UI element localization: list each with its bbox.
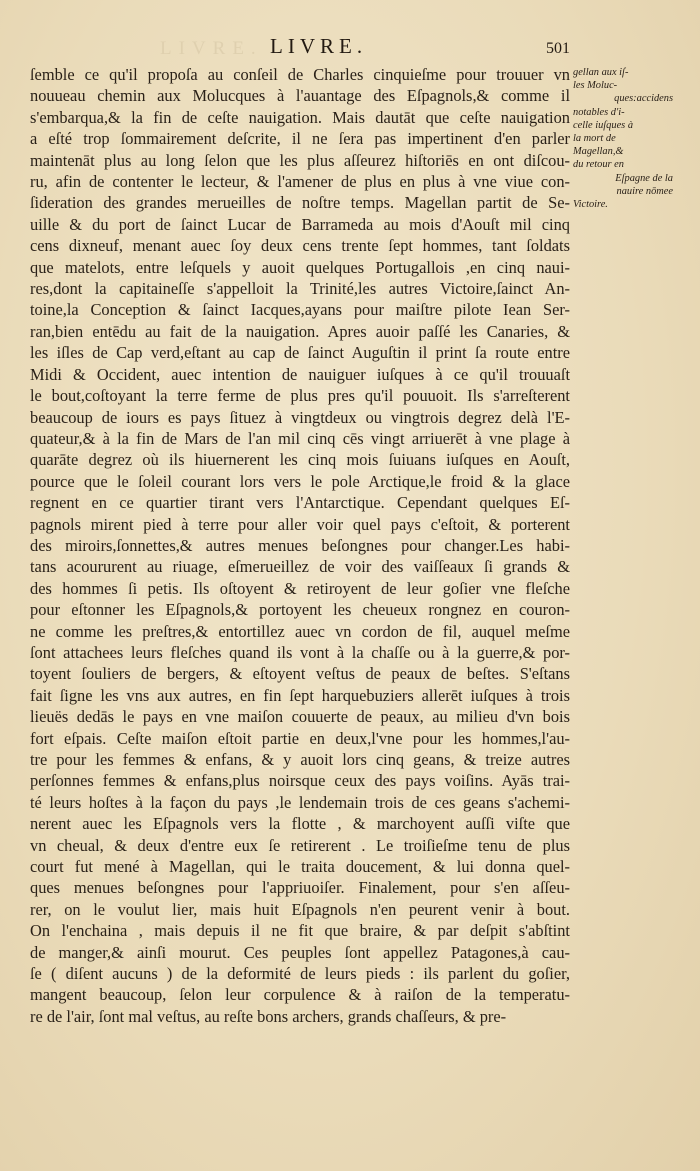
bleed-through-heading: LIVRE. (160, 38, 263, 59)
marginal-note-line: celle iuſques à (573, 119, 634, 131)
marginal-note-line: la mort de (573, 133, 616, 145)
text-line: quateur,& à la fin de Mars de l'an mil cinq cēs vingt arriuerēt à vne plage à (30, 428, 570, 448)
text-line: perſonnes femmes & enfans,plus noirsque ceux des pays voiſins. Ayās trai- (30, 771, 570, 791)
text-line: pource que le ſoleil courant lors vers le pole Arctique,le froid & la glace (30, 471, 570, 491)
marginal-note-line: Victoire. (573, 199, 608, 211)
text-line: maintenāt plus au long ſelon que les plus aſſeurez hiſtoriēs en ont diſcou- (30, 150, 570, 170)
marginal-note-line: gellan aux iſ- (573, 67, 629, 78)
marginal-note-line: ques:accidens (614, 93, 673, 105)
text-line: nerent auec les Eſpagnols vers la flotte , & marchoyent auſſi viſte que (30, 814, 570, 834)
text-line: de manger,& ainſi mourut. Ces peuples ſont appellez Patagones,à cau- (30, 942, 570, 962)
text-line: des hommes ſi petis. Ils oſtoyent & retiroyent de leur goſier vne fleſche (30, 578, 570, 598)
text-line: regnent en ce quartier tirant vers l'Antarctique. Cependant quelques Eſ- (30, 493, 570, 513)
text-line: que matelots, entre leſquels y auoit quelques Portugallois ,en cinq naui- (30, 257, 570, 277)
text-line: court fut mené à Magellan, qui le traita doucement, & lui donna quel- (30, 857, 570, 877)
body-text (30, 64, 570, 1027)
text-line: Midi & Occident, auec intention de nauiguer iuſques à ce qu'il trouuaſt (30, 364, 570, 384)
marginal-note-line: Magellan,& (573, 146, 624, 158)
running-head: LIVRE. (270, 34, 368, 58)
text-line: res,dont la capitaineſſe s'appelloit la Trinité,les autres Victoire,ſainct An- (30, 279, 570, 299)
text-line: les iſles de Cap verd,eſtant au cap de ſainct Auguſtin il print ſa route entre (30, 343, 570, 363)
text-line: nouueau chemin aux Molucques à l'auantage des Eſpagnols,& comme il (30, 86, 570, 106)
text-line: tre pour les femmes & enfans, & y auoit lors cinq geans, & treize autres (30, 750, 570, 769)
text-line: a eſté trop ſommairement deſcrite, il ne ſera pas impertinent d'en parler (30, 129, 570, 149)
marginal-note-line: du retour en (573, 159, 624, 171)
text-line: ſemble ce qu'il propoſa au conſeil de Charles cinquieſme pour trouuer vn (30, 65, 570, 84)
marginal-note (573, 66, 673, 211)
text-line: fait ſigne les vns aux autres, en fin ſept harquebuziers allerēt iuſques à trois (30, 685, 570, 705)
marginal-note-line: les Moluc- (573, 80, 618, 92)
text-line: ſe ( diſent aucuns ) de la deformité de leurs pieds : ils parlent du goſier, (30, 964, 570, 984)
text-line: pour eſtonner les Eſpagnols,& portoyent les cheueux rongnez en couron- (30, 600, 570, 620)
text-line: cens dixneuf, menant auec ſoy deux cens trente ſept hommes, tant ſoldats (30, 236, 570, 256)
text-line: fort eſpais. Ceſte maiſon eſtoit partie en deux,l'vne pour les hommes,l'au- (30, 728, 570, 748)
text-line: quarāte degrez où ils hiuernerent les cinq mois ſuiuans iuſques en Aouſt, (30, 450, 570, 470)
text-line: pagnols mirent pied à terre pour aller voir quel pays c'eſtoit, & porterent (30, 514, 570, 534)
text-line: tans acoururent au riuage, eſmerueillez de voir des vaiſſeaux ſi grands & (30, 557, 570, 577)
marginal-note-line: nauire nōmee (616, 185, 673, 197)
text-line: té leurs hoſtes à la façon du pays ,le lendemain trois de ces geans s'achemi- (30, 792, 570, 812)
text-line: ſideration des grandes merueilles de noſtre temps. Magellan partit de Se- (30, 193, 570, 213)
text-line: ru, afin de contenter le lecteur, & l'amener de plus en plus à vne viue con- (30, 172, 570, 192)
text-line: mangent beaucoup, ſelon leur corpulence & à raiſon de la temperatu- (30, 985, 570, 1005)
text-line: toine,la Conception & ſainct Iacques,ayans pour maiſtre pilote Iean Ser- (30, 300, 570, 320)
text-line: s'embarqua,& la fin de ceſte nauigation. Mais dautāt que ceſte nauigation (30, 107, 570, 127)
text-line: ne comme les preſtres,& entortillez auec vn cordon de fil, auquel meſme (30, 621, 570, 641)
marginal-note-line: notables d'i- (573, 106, 625, 118)
text-line: re de l'air, ſont mal veſtus, au reſte bons archers, grands chaſſeurs, & pre- (30, 1006, 507, 1026)
text-line: lieuës dedās le pays en vne maiſon couuerte de peaux, au milieu d'vn bois (30, 707, 570, 727)
text-line: beaucoup de iours es pays ſituez à vingtdeux ou vingtrois degrez delà l'E- (30, 407, 570, 427)
text-line: ques menues beſongnes pour l'appriuoiſer. Finalement, pour s'en aſſeu- (30, 878, 570, 898)
text-line: le bout,coſtoyant la terre ferme de plus pres qu'il pouuoit. Ils s'arreſterent (30, 386, 570, 406)
text-line: rer, on le voulut lier, mais huit Eſpagnols n'en peurent venir à bout. (30, 899, 570, 919)
text-line: des miroirs,ſonnettes,& autres menues beſongnes pour changer.Les habi- (30, 535, 570, 555)
text-line: ſont attachees leurs fleſches quand ils vont à la chaſſe ou à la guerre,& por- (30, 642, 570, 662)
text-line: ran,bien entēdu au fait de la nauigation. Apres auoir paſſé les Canaries, & (30, 321, 570, 341)
text-line: vn cheual, & deux d'entre eux ſe retirerent . Le troiſieſme tenu de plus (30, 835, 570, 855)
page-number: 501 (546, 40, 570, 57)
text-line: On l'enchaina , mais depuis il ne fit que braire, & par deſpit s'abſtint (30, 921, 570, 941)
text-line: uille & du port de ſainct Lucar de Barrameda au mois d'Aouſt mil cinq (30, 214, 570, 234)
marginal-note-line: Eſpagne de la (615, 172, 673, 184)
text-line: toyent ſouliers de bergers, & eſtoyent veſtus de peaux de beſtes. S'eſtans (30, 664, 570, 684)
